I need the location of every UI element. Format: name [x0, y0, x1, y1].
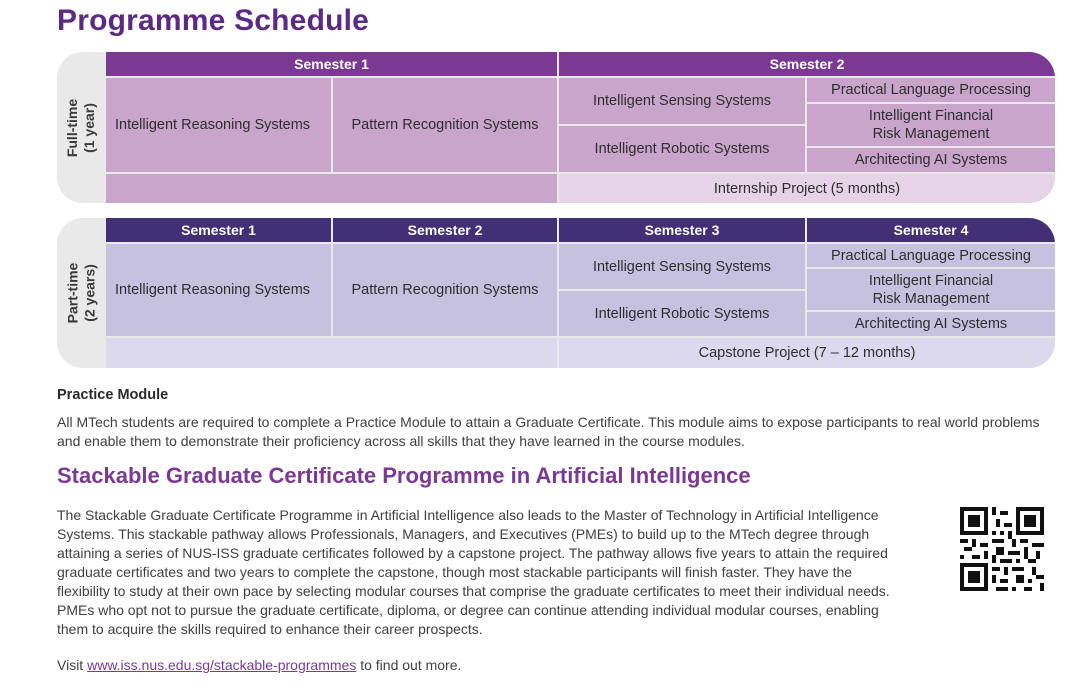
fulltime-side-label	[57, 52, 106, 203]
parttime-project-empty	[106, 338, 557, 368]
parttime-schedule	[57, 218, 1055, 368]
fulltime-header-semester-1: Semester 1	[106, 52, 557, 76]
visit-suffix: to find out more.	[356, 657, 462, 673]
fulltime-course-irobs: Intelligent Robotic Systems	[559, 126, 805, 172]
parttime-course-irobs: Intelligent Robotic Systems	[559, 291, 805, 336]
fulltime-course-irs: Intelligent Reasoning Systems	[106, 78, 331, 172]
parttime-ifrm-line-1: Intelligent Financial	[868, 272, 994, 289]
fulltime-course-iss: Intelligent Sensing Systems	[559, 78, 805, 124]
parttime-course-iss: Intelligent Sensing Systems	[559, 244, 805, 289]
fulltime-project-empty	[106, 174, 557, 203]
fulltime-ifrm-line-2: Risk Management	[872, 126, 990, 142]
fulltime-duration: (1 year)	[81, 102, 98, 153]
parttime-course-ifrm	[807, 269, 1055, 310]
fulltime-course-plp: Practical Language Processing	[807, 78, 1055, 102]
stackable-heading: Stackable Graduate Certificate Programme in Artificial Intelligence	[57, 463, 751, 488]
fulltime-schedule	[57, 52, 1055, 203]
parttime-duration: (2 years)	[81, 264, 98, 322]
fulltime-header-semester-2: Semester 2	[559, 52, 1055, 76]
visit-prefix: Visit	[57, 657, 88, 673]
stackable-text: The Stackable Graduate Certificate Programme in Artificial Intelligence also leads to the Master of Technology in Artificial Intelligence Systems. This stackable pathway allows Professionals, Managers, and Executives (PMEs) to build up to the MTech degree through attaining a series of NUS-ISS graduate certificates followed by a capstone project. The pathway allows five years to attain the required graduate certificates and two years to complete the capstone, though most stackable participants will finish faster. They have the flexibility to study at their own pace by selecting modular courses that comprise the graduate certificates to meet their individual needs. PMEs who opt not to pursue the graduate certificate, diploma, or degree can continue attending individual modular courses, enabling them to acquire the skills required to enhance their career prospects.	[57, 507, 890, 637]
practice-module-text: All MTech students are required to complete a Practice Module to attain a Graduate Certificate. This module aims to expose participants to real world problems and enable them to demonstrate their proficiency across all skills that they have learned in the course modules.	[57, 414, 1040, 449]
fulltime-course-ifrm	[807, 104, 1055, 146]
parttime-capstone-project: Capstone Project (7 – 12 months)	[559, 338, 1055, 368]
parttime-header-semester-3: Semester 3	[559, 218, 805, 242]
visit-line	[57, 657, 461, 673]
parttime-ifrm-line-2: Risk Management	[872, 290, 990, 307]
practice-module-heading: Practice Module	[57, 387, 169, 403]
parttime-label: Part-time	[64, 262, 81, 324]
parttime-course-irs: Intelligent Reasoning Systems	[106, 244, 331, 336]
parttime-side-label	[57, 218, 106, 368]
fulltime-internship-project: Internship Project (5 months)	[559, 174, 1055, 203]
stackable-programmes-link[interactable]: www.iss.nus.edu.sg/stackable-programmes	[87, 657, 357, 673]
parttime-header-semester-2: Semester 2	[333, 218, 557, 242]
qr-code-icon[interactable]	[960, 507, 1044, 591]
parttime-header-semester-1: Semester 1	[106, 218, 331, 242]
fulltime-label: Full-time	[64, 98, 81, 157]
parttime-header-semester-4: Semester 4	[807, 218, 1055, 242]
parttime-course-aais: Architecting AI Systems	[807, 312, 1055, 336]
page-title: Programme Schedule	[57, 4, 370, 37]
parttime-course-prs: Pattern Recognition Systems	[333, 244, 557, 336]
fulltime-course-aais: Architecting AI Systems	[807, 148, 1055, 172]
parttime-course-plp: Practical Language Processing	[807, 244, 1055, 267]
fulltime-ifrm-line-1: Intelligent Financial	[868, 108, 994, 124]
fulltime-course-prs: Pattern Recognition Systems	[333, 78, 557, 172]
